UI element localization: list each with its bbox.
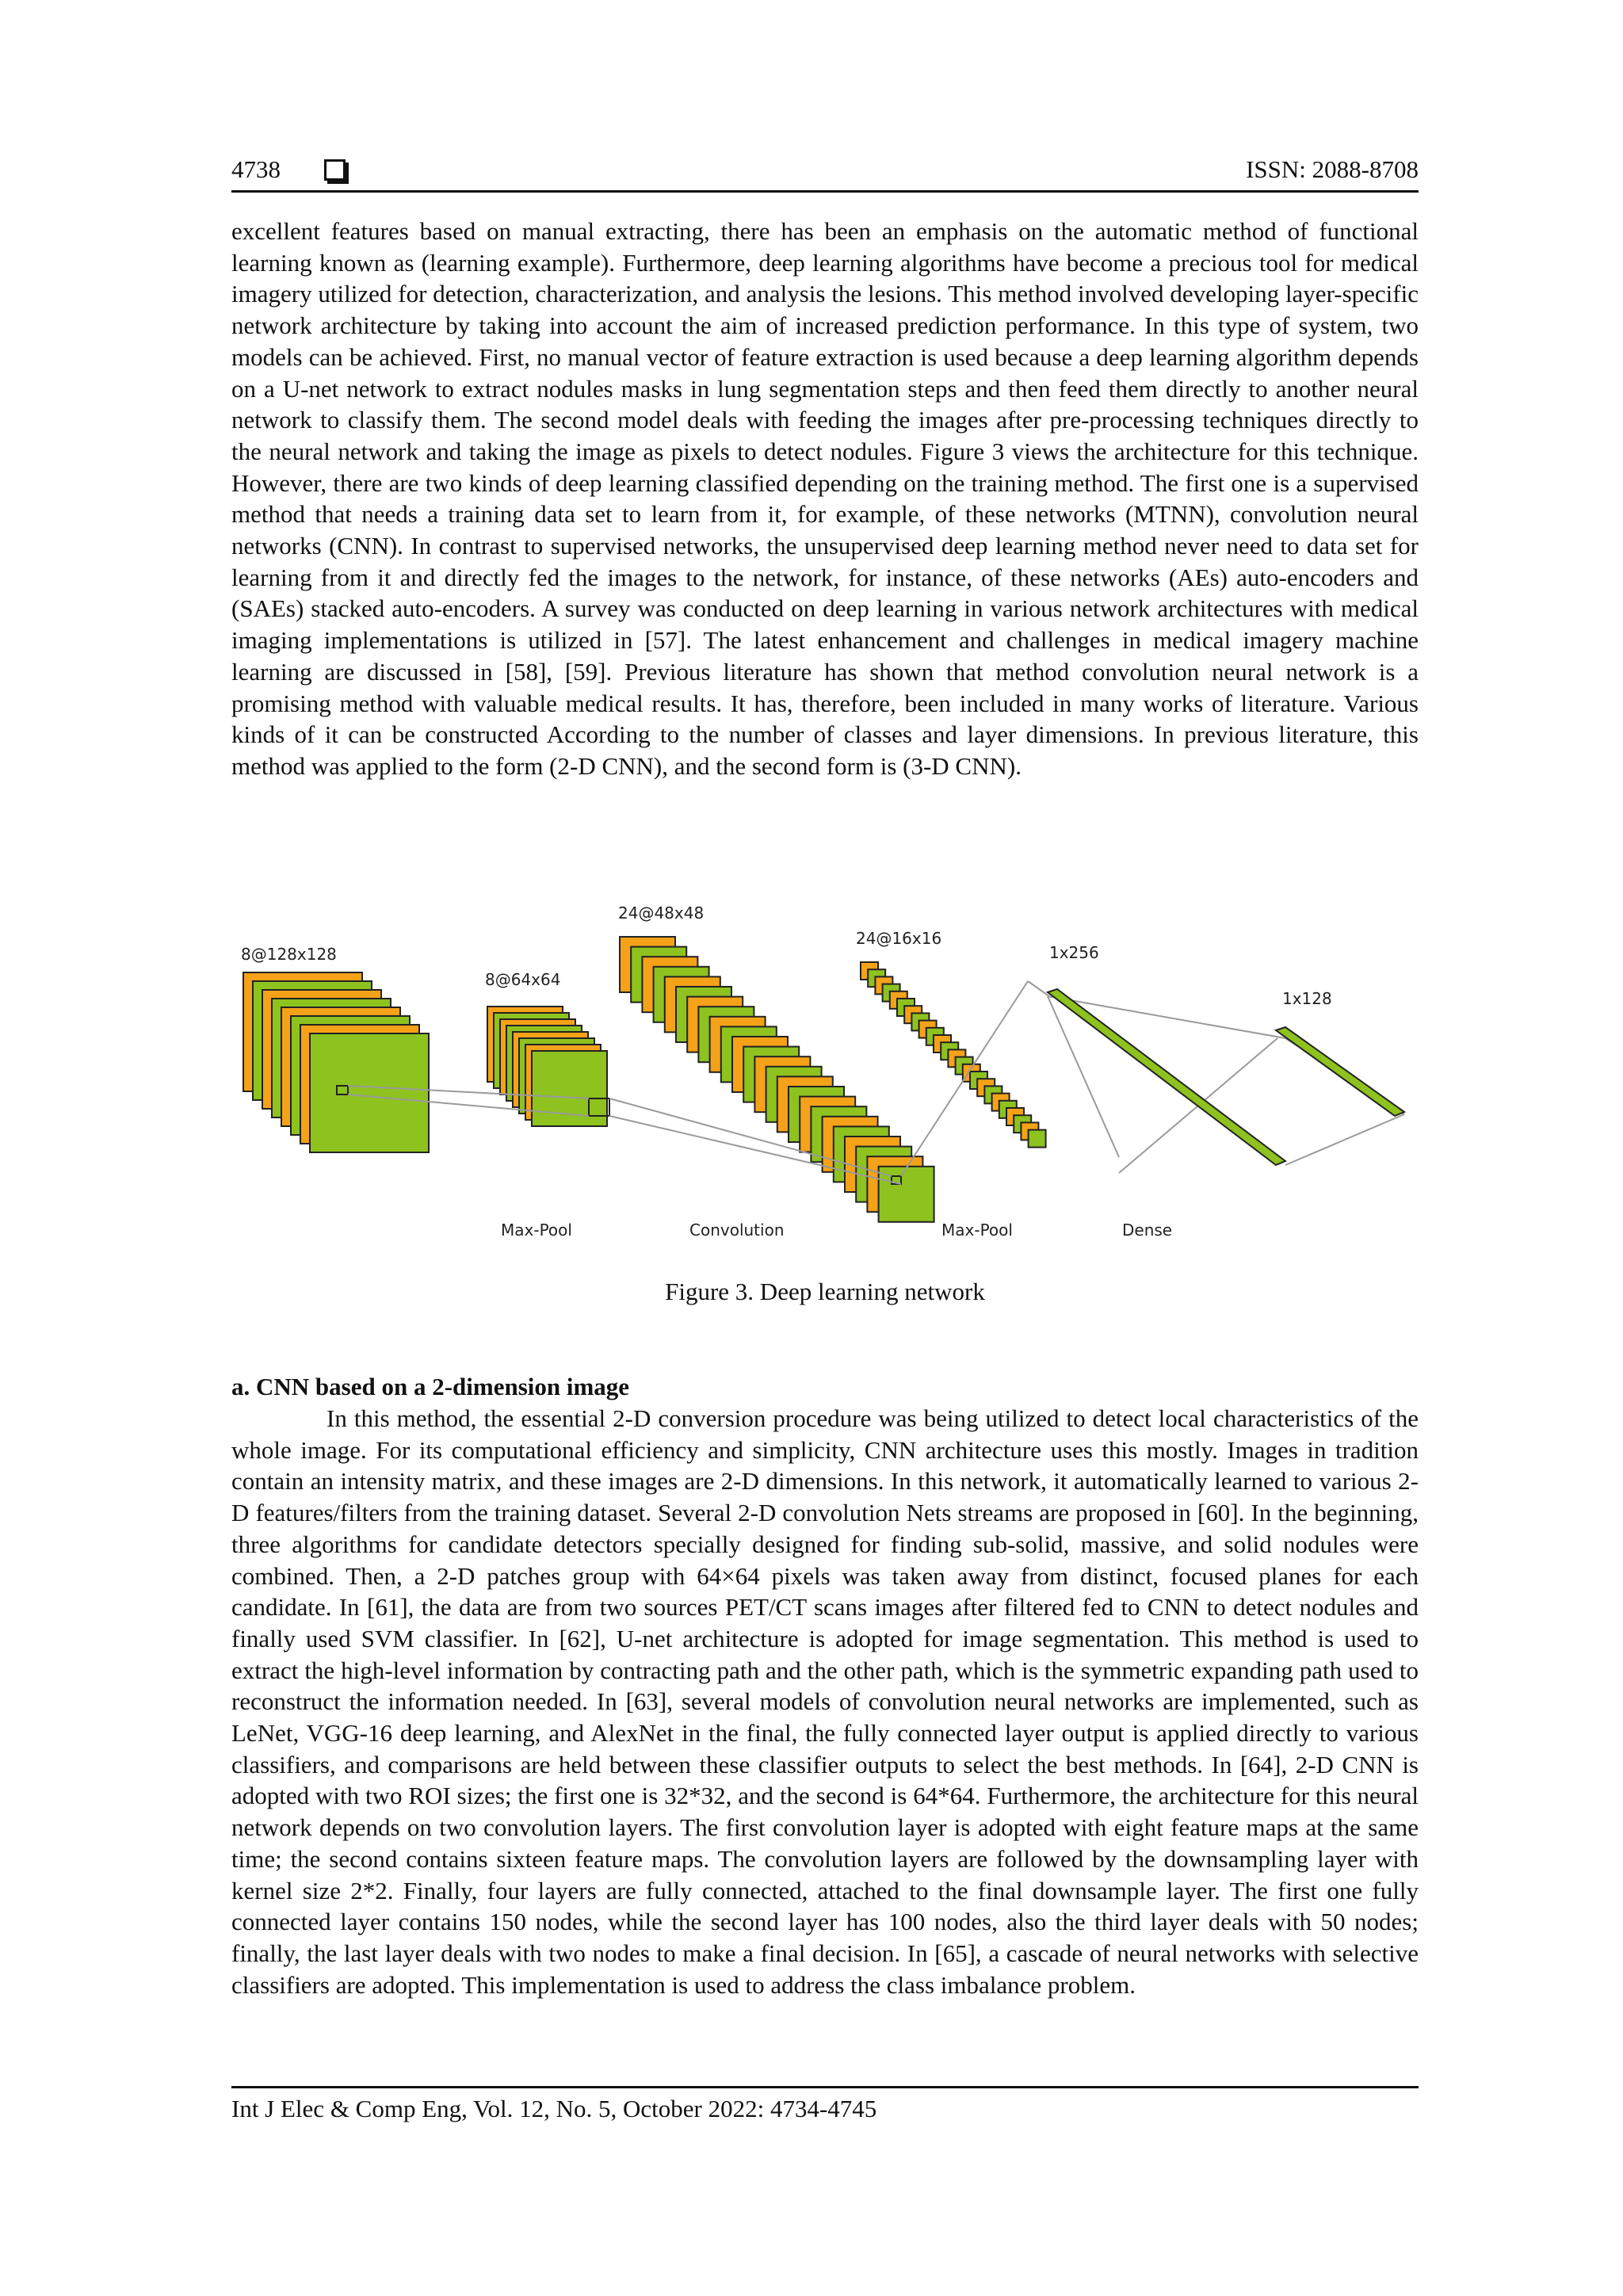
layer-label-4: 24@16x16	[856, 929, 942, 948]
deep-learning-network-figure	[231, 888, 1419, 1252]
intro-paragraph: excellent features based on manual extracting, there has been an emphasis on the automatic method of functional learning known as (learning example). Furthermore, deep learning algorithms have become a precious tool for medical imagery utilized for detection, characterization, and analysis the lesions. This method involved developing layer-specific network architecture by taking into account the aim of increased prediction performance. In this type of system, two models can be achieved. First, no manual vector of feature extraction is used because a deep learning algorithm depends on a U-net network to extract nodules masks in lung segmentation steps and then feed them directly to another neural network to classify them. The second model deals with feeding the images after pre-processing techniques directly to the neural network and taking the image as pixels to detect nodules. Figure 3 views the architecture for this technique. However, there are two kinds of deep learning classified depending on the training method. The first one is a supervised method that needs a training data set to learn from it, for example, of these networks (MTNN), convolution neural networks (CNN). In contrast to supervised networks, the unsupervised deep learning method never need to data set for learning from it and directly fed the images to the network, for instance, of these networks (AEs) auto-encoders and (SAEs) stacked auto-encoders. A survey was conducted on deep learning in various network architectures with medical imaging implementations is utilized in [57]. The latest enhancement and challenges in medical imagery machine learning are discussed in [58], [59]. Previous literature has shown that method convolution neural network is a promising method with valuable medical results. It has, therefore, been included in many works of literature. Various kinds of it can be constructed According to the number of classes and layer dimensions. In previous literature, this method was applied to the form (2-D CNN), and the second form is (3-D CNN).	[231, 217, 1419, 780]
op-label-dense: Dense	[1122, 1221, 1173, 1240]
layer-label-5: 1x256	[1049, 943, 1099, 962]
layer4-map	[1029, 1130, 1046, 1148]
connector-line	[1285, 1114, 1404, 1165]
page-header	[231, 154, 1419, 193]
pool-layer-24-16	[861, 962, 1046, 1148]
layer1-map	[310, 1033, 429, 1152]
layer-label-6: 1x128	[1282, 989, 1332, 1008]
connector-line	[1048, 996, 1119, 1157]
section-heading: a. CNN based on a 2-dimension image	[231, 1373, 630, 1400]
op-label-maxpool-2: Max-Pool	[941, 1221, 1013, 1240]
layer-label-3: 24@48x48	[618, 904, 705, 923]
connector-line	[1028, 981, 1049, 996]
page-number: 4738	[231, 155, 281, 183]
op-label-maxpool-1: Max-Pool	[501, 1221, 572, 1240]
dense-layers	[1048, 989, 1404, 1165]
page-footer: Int J Elec & Comp Eng, Vol. 12, No. 5, October 2022: 4734-4745	[231, 2086, 1419, 2125]
square-bullet-icon	[324, 159, 346, 181]
figure-caption: Figure 3. Deep learning network	[665, 1278, 985, 1305]
layer-label-1: 8@128x128	[241, 945, 337, 964]
conv-layer-8-128	[243, 972, 429, 1152]
network-diagram	[231, 888, 1419, 1252]
cnn-2d-paragraph: In this method, the essential 2-D conversion procedure was being utilized to detect local characteristics of the whole image. For its computational efficiency and simplicity, CNN architecture uses this mostly. Images in tradition contain an intensity matrix, and these images are 2-D dimensions. In this network, it automatically learned to various 2-D features/filters from the training dataset. Several 2-D convolution Nets streams are proposed in [60]. In the beginning, three algorithms for candidate detectors specially designed for finding sub-solid, massive, and solid nodules were combined. Then, a 2-D patches group with 64×64 pixels was taken away from distinct, focused planes for each candidate. In [61], the data are from two sources PET/CT scans images after filtered fed to CNN to detect nodules and finally used SVM classifier. In [62], U-net architecture is adopted for image segmentation. This method is used to extract the high-level information by contracting path and the other path, which is the symmetric expanding path used to reconstruct the information needed. In [63], several models of convolution neural networks are implemented, such as LeNet, VGG-16 deep learning, and AlexNet in the final, the fully connected layer output is applied directly to various classifiers, and comparisons are held between these classifier outputs to select the best methods. In [64], 2-D CNN is adopted with two ROI sizes; the first one is 32*32, and the second is 64*64. Furthermore, the architecture for this neural network depends on two convolution layers. The first convolution layer is adopted with eight feature maps at the same time; the second contains sixteen feature maps. The convolution layers are followed by the downsampling layer with kernel size 2*2. Finally, four layers are fully connected, attached to the final downsample layer. The first one fully connected layer contains 150 nodes, while the second layer has 100 nodes, also the third layer deals with 50 nodes; finally, the last layer deals with two nodes to make a final decision. In [65], a cascade of neural networks with selective classifiers are adopted. This implementation is used to address the class imbalance problem.	[231, 1404, 1419, 1999]
dense-bar-128	[1276, 1027, 1404, 1116]
op-label-convolution: Convolution	[689, 1221, 785, 1240]
layer-label-2: 8@64x64	[485, 970, 561, 989]
issn-label: ISSN: 2088-8708	[1246, 155, 1419, 183]
